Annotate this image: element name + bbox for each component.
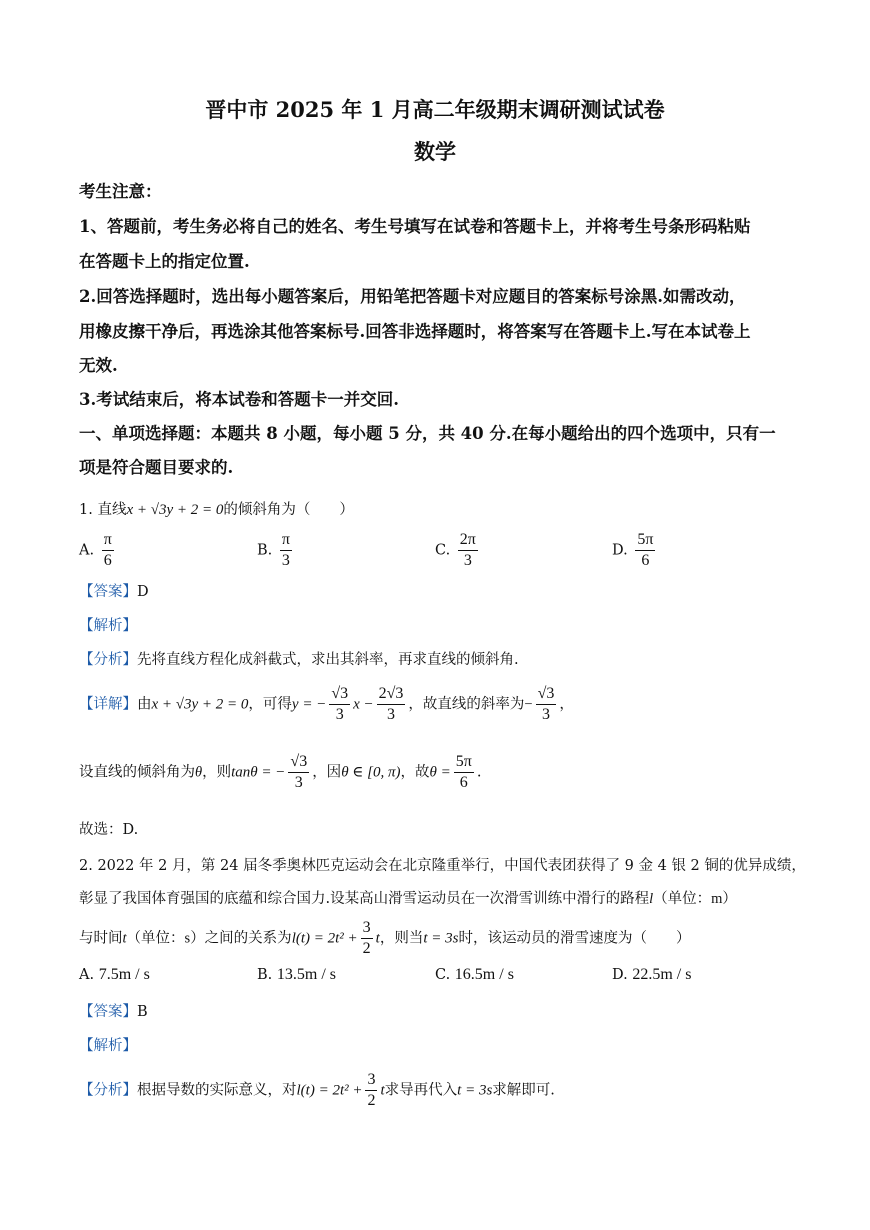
question-2: 2. 2022 年 2 月，第 24 届冬季奥林匹克运动会在北京隆重举行，中国代表团获得了 9 金 4 银 2 铜的优异成绩， bbox=[79, 858, 806, 874]
notice-heading: 考生注意： bbox=[79, 182, 162, 201]
notice-item-1: 1、答题前，考生务必将自己的姓名、考生号填写在试卷和答题卡上，并将考生号条形码粘贴 bbox=[79, 217, 751, 236]
question-1: 1. 直线x + √3y + 2 = 0的倾斜角为（ ） bbox=[79, 502, 354, 518]
notice-item-2-cont: 用橡皮擦干净后，再选涂其他答案标号.回答非选择题时，将答案写在答题卡上.写在本试卷上 bbox=[79, 322, 751, 341]
q2-fenxi: 【分析】根据导数的实际意义，对l(t) = 2t² + $\frac{3}{2}$ t求导再代入t = 3s求解即可. bbox=[79, 1071, 555, 1109]
q1-equation: x + √3y + 2 = 0 bbox=[126, 502, 224, 518]
notice-item-1-cont: 在答题卡上的指定位置. bbox=[79, 252, 250, 271]
subject-title: 数学 bbox=[414, 139, 456, 164]
notice-item-2-cont2: 无效. bbox=[79, 356, 118, 375]
q1-option-d: D. $\frac{5\pi}{6}$ bbox=[612, 531, 654, 569]
q2-answer: 【答案】B bbox=[79, 1004, 148, 1020]
q1-analysis-tag: 【解析】 bbox=[79, 618, 137, 634]
q1-detail-line2: 设直线的倾斜角为θ，则tanθ = − $\frac{√3}{3}$ ，因θ ∈ [0, π)，故θ = $\frac{5\pi}{6}$ . bbox=[79, 753, 482, 791]
question-2-cont2: 与时间t（单位：s）之间的关系为l(t) = 2t² + $\frac{3}{2}$ t，则当t = 3s时，该运动员的滑雪速度为（ ） bbox=[79, 919, 691, 957]
notice-item-3: 3.考试结束后，将本试卷和答题卡一并交回. bbox=[79, 390, 399, 409]
q1-conclusion: 故选：D. bbox=[79, 822, 139, 838]
q2-option-d: D. 22.5m / s bbox=[612, 966, 692, 983]
q2-option-a: A. 7.5m / s bbox=[79, 966, 150, 983]
question-2-cont: 彰显了我国体育强国的底蕴和综合国力.设某高山滑雪运动员在一次滑雪训练中滑行的路程l（单位：m） bbox=[79, 891, 737, 907]
q1-option-b: B. $\frac{\pi}{3}$ bbox=[257, 531, 290, 569]
q2-option-c: C. 16.5m / s bbox=[435, 966, 514, 983]
q2-option-b: B. 13.5m / s bbox=[257, 966, 336, 983]
q1-option-a: A. $\frac{\pi}{6}$ bbox=[79, 531, 112, 569]
exam-title: 晋中市 2025 年 1 月高二年级期末调研测试试卷 bbox=[205, 97, 665, 122]
section-heading: 一、单项选择题：本题共 8 小题，每小题 5 分，共 40 分.在每小题给出的四个选项中，只有一 bbox=[79, 424, 776, 443]
q1-answer: 【答案】D bbox=[79, 584, 149, 600]
notice-item-2: 2.回答选择题时，选出每小题答案后，用铅笔把答题卡对应题目的答案标号涂黑.如需改动， bbox=[79, 287, 746, 306]
q1-detail: 【详解】由x + √3y + 2 = 0，可得y = − $\frac{√3}{3}$ x − $\frac{2√3}{3}$ ，故直线的斜率为− $\frac{√3}{3}$ ， bbox=[79, 685, 574, 723]
q2-analysis-tag: 【解析】 bbox=[79, 1038, 137, 1054]
section-heading-cont: 项是符合题目要求的. bbox=[79, 458, 234, 477]
q1-option-c: C. $\frac{2\pi}{3}$ bbox=[435, 531, 476, 569]
q1-fenxi: 【分析】先将直线方程化成斜截式，求出其斜率，再求直线的倾斜角. bbox=[79, 652, 519, 668]
